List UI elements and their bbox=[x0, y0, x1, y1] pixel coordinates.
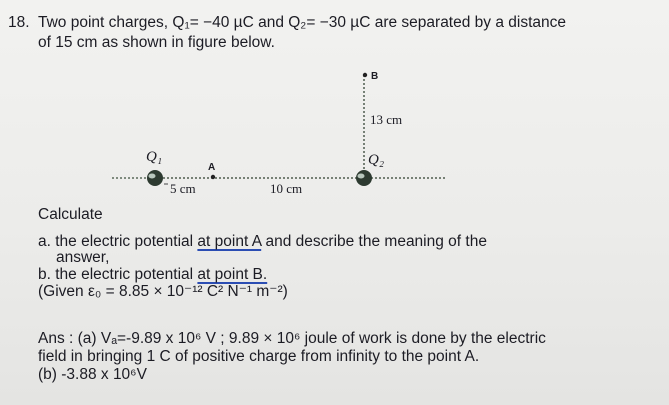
part-b-underlined: at point B. bbox=[197, 266, 268, 283]
charge-diagram bbox=[0, 60, 669, 210]
given-constant: (Given ε₀ = 8.85 × 10⁻¹² C² N⁻¹ m⁻²) bbox=[38, 283, 288, 300]
answer-line3: (b) -3.88 x 10⁶V bbox=[38, 366, 147, 383]
answer-line1: Ans : (a) Vₐ=-9.89 x 10⁶ V ; 9.89 × 10⁶ joule of work is done by the electric bbox=[38, 330, 546, 347]
part-a-suffix: and describe the meaning of the bbox=[261, 233, 487, 250]
point-a-icon bbox=[211, 175, 215, 179]
point-b-icon bbox=[363, 73, 367, 77]
question-number: 18. bbox=[8, 14, 30, 31]
label-a: A bbox=[208, 162, 216, 173]
label-q1: Q₁ bbox=[146, 149, 163, 165]
label-10cm: 10 cm bbox=[270, 181, 303, 196]
part-a-line2: answer, bbox=[56, 249, 110, 266]
part-b-line bbox=[38, 266, 267, 284]
part-a-underlined: at point A bbox=[197, 233, 262, 250]
calculate-heading: Calculate bbox=[38, 206, 103, 223]
question-text-line2: of 15 cm as shown in figure below. bbox=[38, 34, 275, 51]
answer-line2: field in bringing 1 C of positive charge from infinity to the point A. bbox=[38, 348, 480, 365]
part-a-prefix: a. the electric potential bbox=[38, 233, 198, 250]
part-b-prefix: b. the electric potential bbox=[38, 266, 198, 283]
charge-q1-icon bbox=[147, 170, 163, 186]
label-13cm: 13 cm bbox=[370, 112, 403, 127]
label-5cm: 5 cm bbox=[170, 181, 196, 196]
question-text-line1: Two point charges, Q₁= −40 µC and Q₂= −30 µC are separated by a distance bbox=[38, 14, 566, 31]
label-q2: Q₂ bbox=[368, 152, 385, 168]
label-b: B bbox=[371, 71, 379, 82]
charge-q2-icon bbox=[356, 170, 372, 186]
